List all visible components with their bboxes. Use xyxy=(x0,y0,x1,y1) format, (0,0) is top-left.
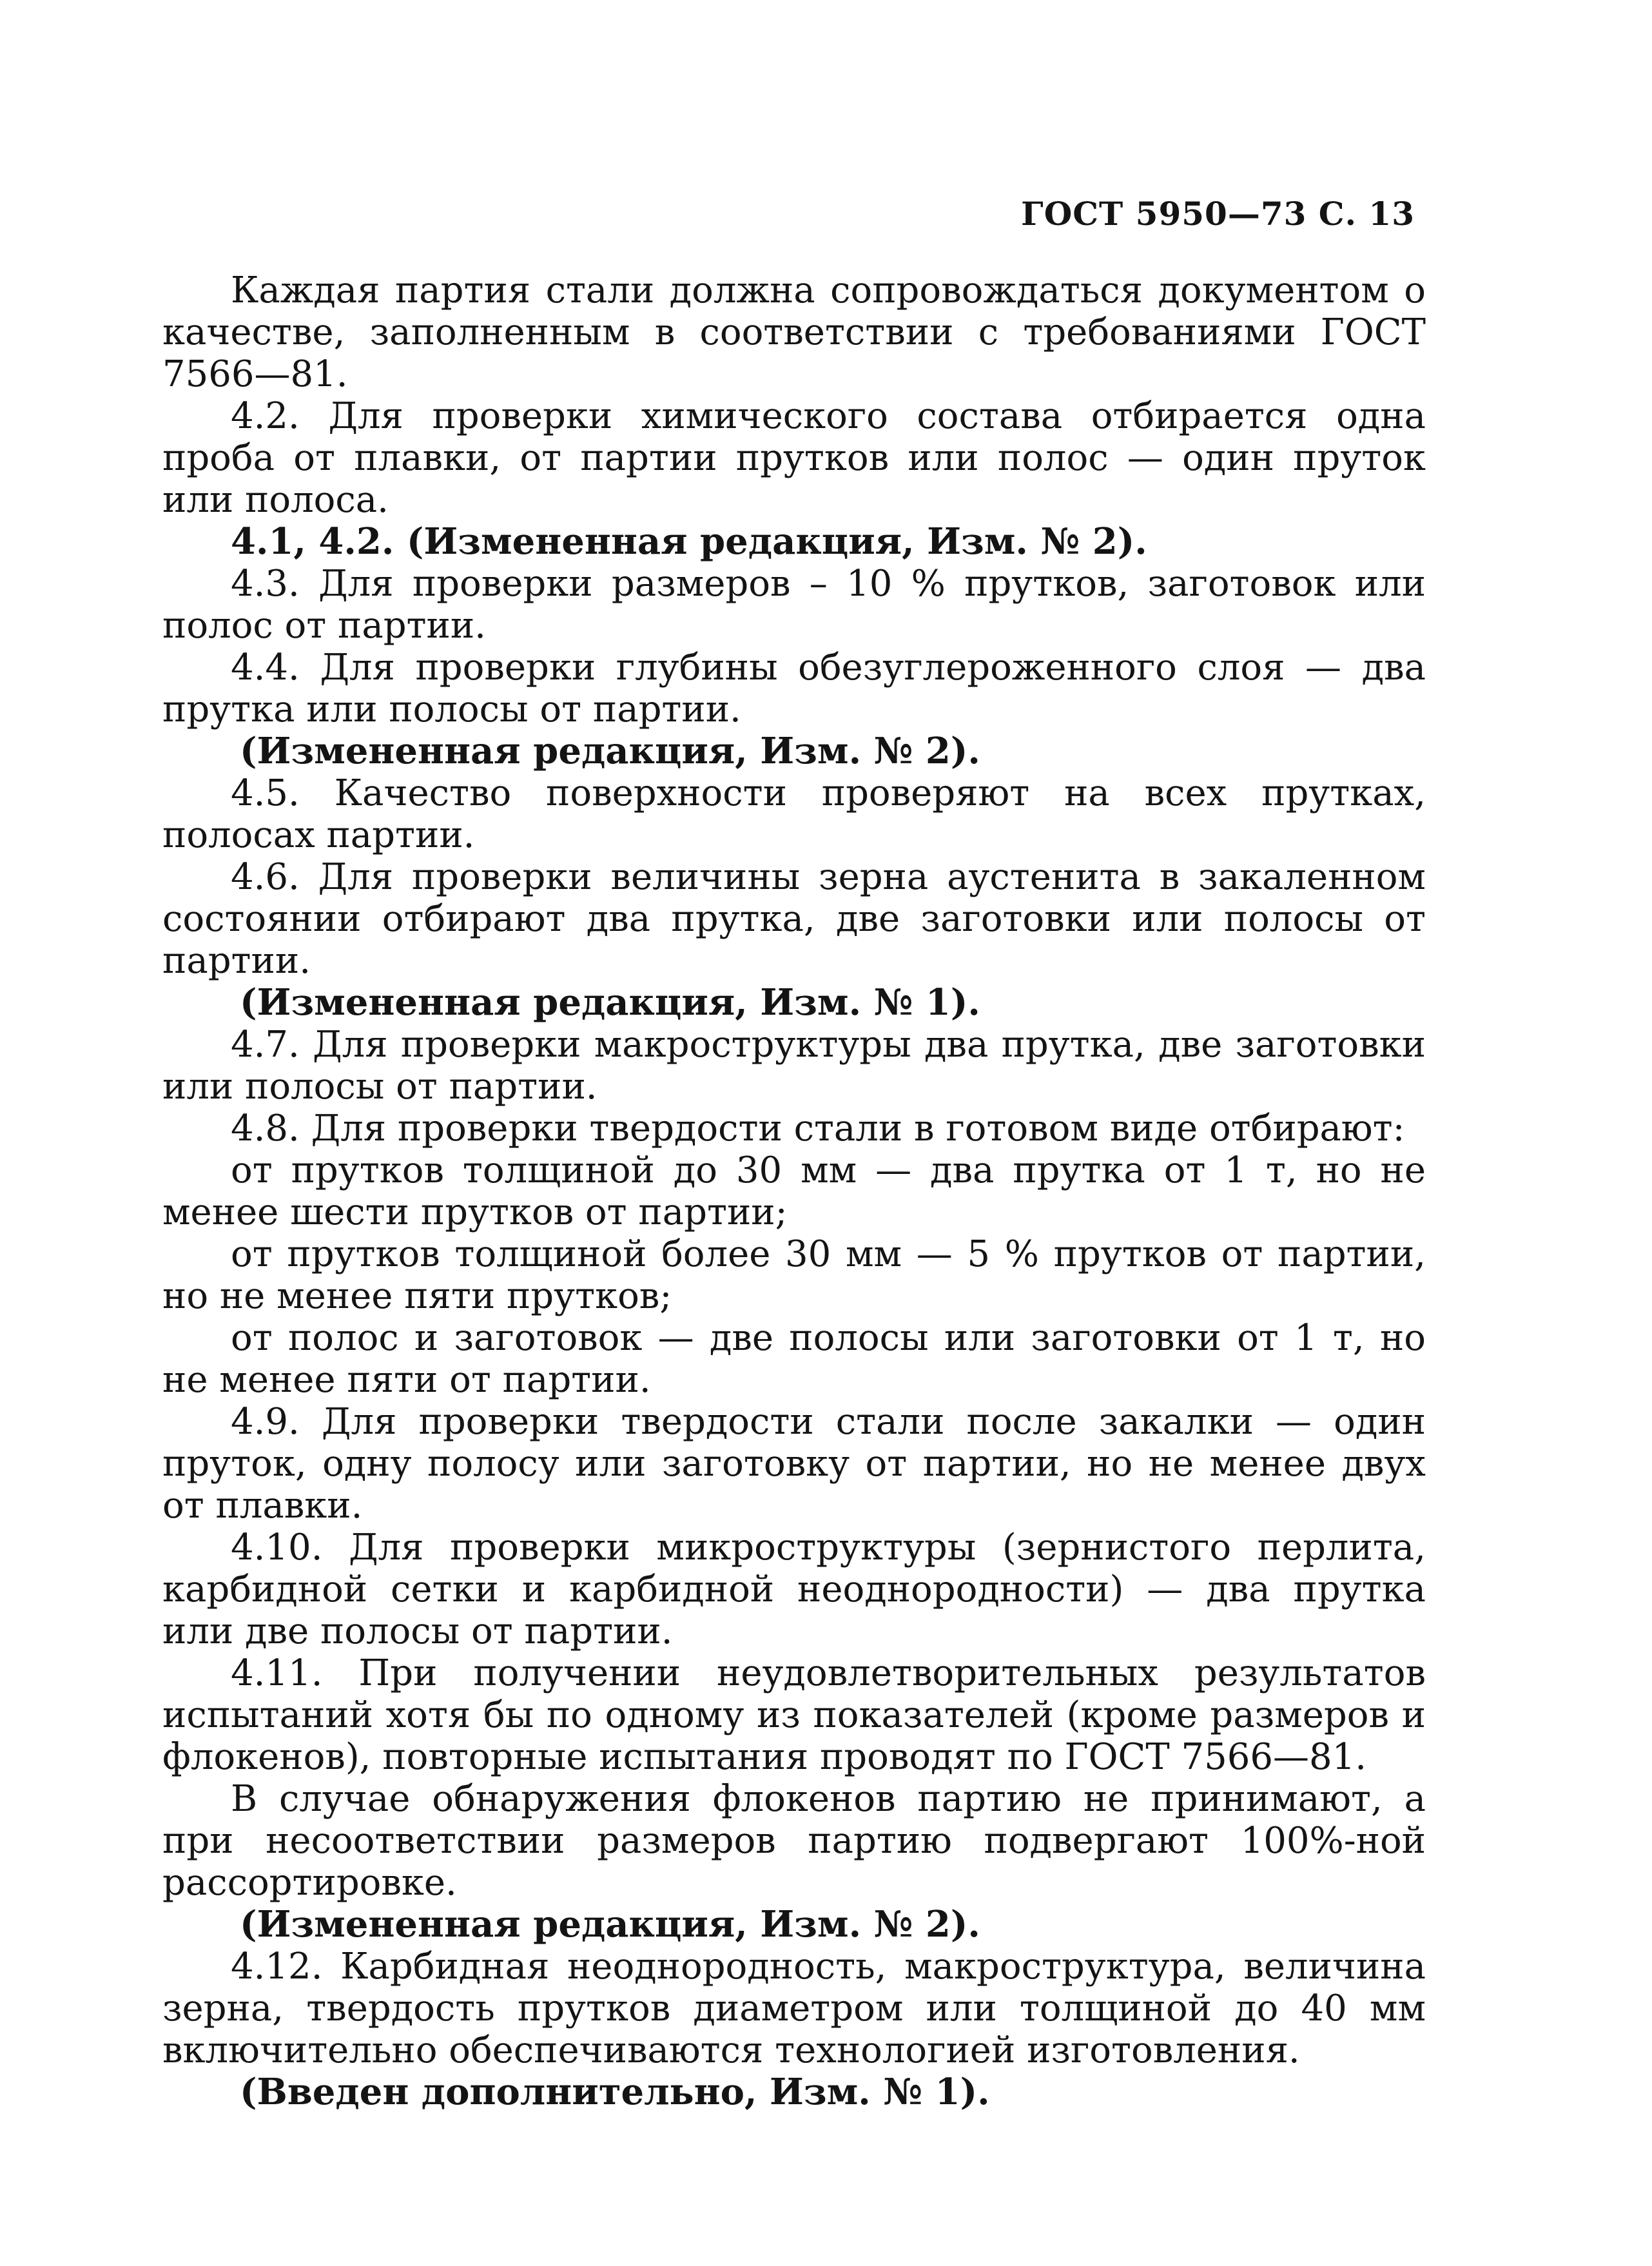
amendment-note: (Измененная редакция, Изм. № 2). xyxy=(240,730,980,772)
paragraph-flokens: В случае обнаружения флокенов партию не принимают, а при несоответствии размеров партию подвергают 100%-ной рассортировке. xyxy=(162,1778,1426,1904)
paragraph-4-3: 4.3. Для проверки размеров – 10 % прутков, заготовок или полос от партии. xyxy=(162,563,1426,647)
paragraph-4-7: 4.7. Для проверки макроструктуры два прутка, две заготовки или полосы от партии. xyxy=(162,1024,1426,1108)
amendment-note: (Введен дополнительно, Изм. № 1). xyxy=(240,2071,990,2113)
page-header: ГОСТ 5950—73 С. 13 xyxy=(1021,195,1415,233)
paragraph-quality-document: Каждая партия стали должна сопровождаться документом о качестве, заполненным в соответствии с требованиями ГОСТ 7566—81. xyxy=(162,269,1426,395)
paragraph-4-11: 4.11. При получении неудовлетворительных результатов испытаний хотя бы по одному из показателей (кроме размеров и флокенов), повторные испытания проводят по ГОСТ 7566—81. xyxy=(162,1652,1426,1778)
amendment-note: 4.1, 4.2. (Измененная редакция, Изм. № 2). xyxy=(231,520,1147,563)
paragraph-4-9: 4.9. Для проверки твердости стали после закалки — один пруток, одну полосу или заготовку от партии, но не менее двух от плавки. xyxy=(162,1401,1426,1527)
paragraph-4-8-item: от полос и заготовок — две полосы или заготовки от 1 т, но не менее пяти от партии. xyxy=(162,1317,1426,1401)
document-body xyxy=(162,269,1426,2113)
paragraph-4-8: 4.8. Для проверки твердости стали в готовом виде отбирают: xyxy=(231,1108,1405,1149)
paragraph-4-6: 4.6. Для проверки величины зерна аустенита в закаленном состоянии отбирают два прутка, две заготовки или полосы от партии. xyxy=(162,856,1426,982)
paragraph-4-5: 4.5. Качество поверхности проверяют на всех прутках, полосах партии. xyxy=(162,772,1426,856)
amendment-note: (Измененная редакция, Изм. № 1). xyxy=(240,981,980,1024)
paragraph-4-8-item: от прутков толщиной до 30 мм — два прутка от 1 т, но не менее шести прутков от партии; xyxy=(162,1149,1426,1233)
paragraph-4-8-item: от прутков толщиной более 30 мм — 5 % прутков от партии, но не менее пяти прутков; xyxy=(162,1233,1426,1317)
paragraph-4-4: 4.4. Для проверки глубины обезуглероженного слоя — два прутка или полосы от партии. xyxy=(162,647,1426,730)
amendment-note: (Измененная редакция, Изм. № 2). xyxy=(240,1903,980,1946)
paragraph-4-2: 4.2. Для проверки химического состава отбирается одна проба от плавки, от партии прутков или полос — один пруток или полоса. xyxy=(162,395,1426,521)
paragraph-4-12: 4.12. Карбидная неоднородность, макроструктура, величина зерна, твердость прутков диаметром или толщиной до 40 мм включительно обеспечиваются технологией изготовления. xyxy=(162,1946,1426,2071)
paragraph-4-10: 4.10. Для проверки микроструктуры (зернистого перлита, карбидной сетки и карбидной неоднородности) — два прутка или две полосы от партии. xyxy=(162,1527,1426,1652)
